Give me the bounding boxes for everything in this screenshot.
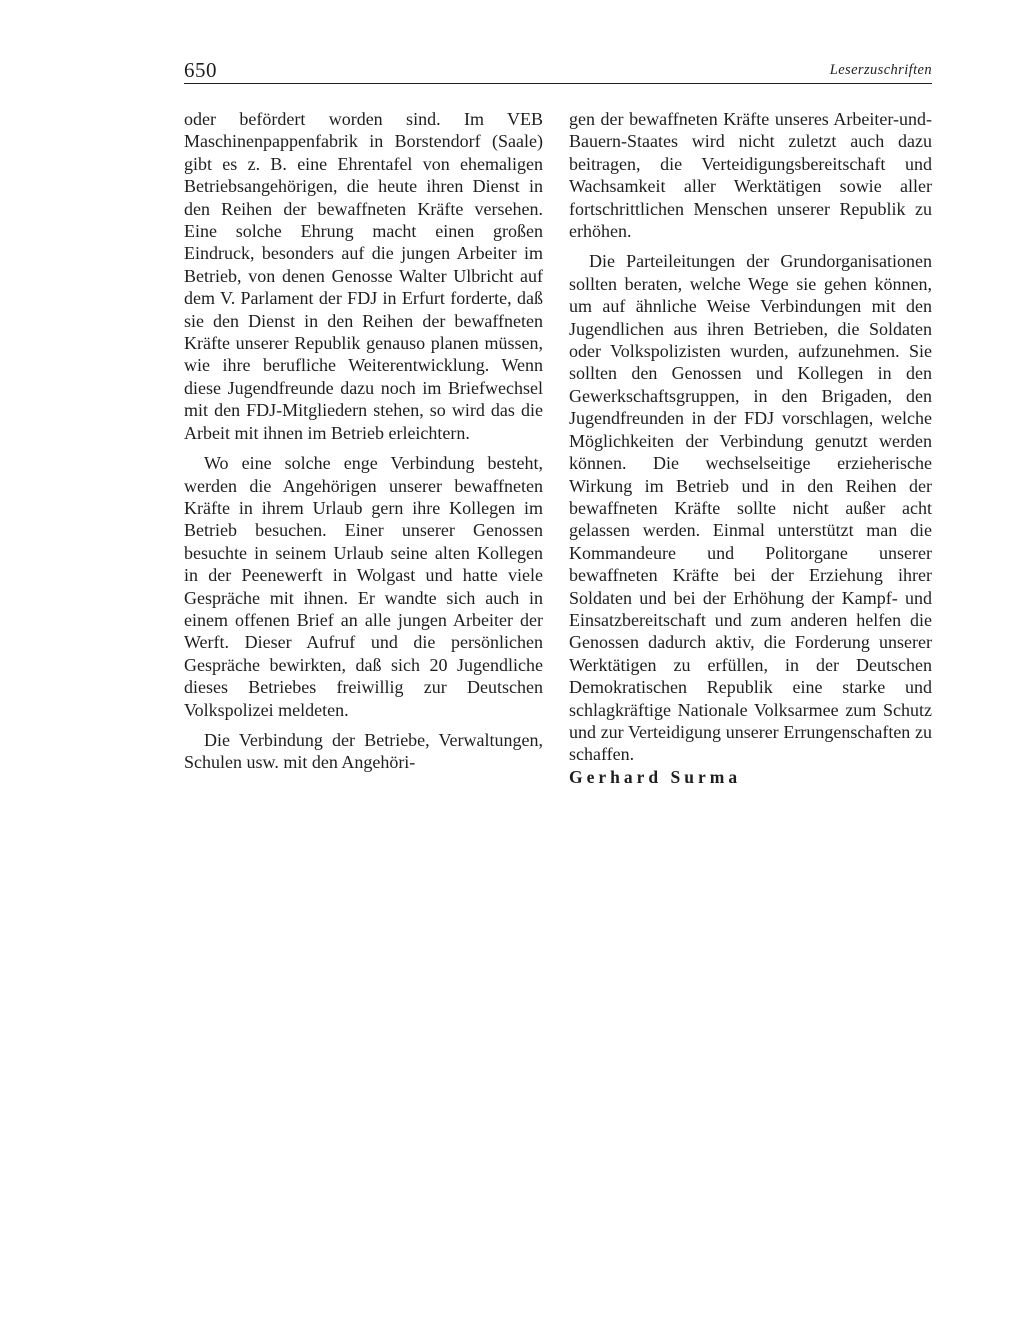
- left-paragraph-2: Wo eine solche enge Verbindung besteht, werden die Angehörigen unserer bewaffneten Kräfte in ihrem Urlaub gern ihre Kollegen im Betrieb besuchen. Einer unserer Genossen besuchte in seinem Urlaub seine alten Kollegen in der Peenewerft in Wolgast und hatte viele Gespräche mit ihnen. Er wandte sich auch in einem offenen Brief an alle jungen Arbeiter der Werft. Dieser Aufruf und die persönlichen Gespräche bewirkten, daß sich 20 Jugendliche dieses Betriebes freiwillig zur Deutschen Volkspolizei meldeten.: [184, 453, 543, 720]
- left-paragraph-3: Die Verbindung der Betriebe, Verwaltungen, Schulen usw. mit den Angehöri-: [184, 729, 543, 773]
- right-paragraph-2: Die Parteileitungen der Grundorganisationen sollten beraten, welche Wege sie gehen können, um auf ähnliche Weise Verbindungen mit den Jugendlichen aus ihren Betrieben, die Soldaten oder Volkspolizisten wurden, aufzunehmen. Sie sollten den Genossen und Kollegen in den Gewerkschaftsgruppen, in den Brigaden, den Jugendfreunden in der FDJ vorschlagen, welche Möglichkeiten der Verbindung genutzt werden können. Die wechselseitige erzieherische Wirkung im Betrieb und in den Reihen der bewaffneten Kräfte sollte nicht außer acht gelassen werden. Einmal unterstützt man die Kommandeure und Politorgane unserer bewaffneten Kräfte bei der Erziehung ihrer Soldaten und bei der Erhöhung der Kampf- und Einsatzbereitschaft und zum anderen helfen die Genossen dadurch aktiv, die Forderung unserer Werktätigen zu erfüllen, in der Deutschen Demokratischen Republik eine starke und schlagkräftige Nationale Volksarmee zum Schutz und zur Verteidigung unserer Errungenschaften zu schaffen.: [569, 251, 932, 765]
- author-signature: Gerhard Surma: [569, 766, 742, 787]
- right-paragraph-1: gen der bewaffneten Kräfte unseres Arbeiter-und-Bauern-Staates wird nicht zuletzt auch dazu beitragen, die Verteidigungsbereitschaft und Wachsamkeit aller Werktätigen sowie aller fortschrittlichen Menschen unserer Republik zu erhöhen.: [569, 109, 932, 242]
- left-paragraph-1: oder befördert worden sind. Im VEB Maschinenpappenfabrik in Borstendorf (Saale) gibt es z. B. eine Ehrentafel von ehemaligen Betriebsangehörigen, die heute ihren Dienst in den Reihen der bewaffneten Kräfte versehen. Eine solche Ehrung macht einen großen Eindruck, besonders auf die jungen Arbeiter im Betrieb, von denen Genosse Walter Ulbricht auf dem V. Parlament der FDJ in Erfurt forderte, daß sie den Dienst in den Reihen der bewaffneten Kräfte unserer Republik genauso planen müssen, wie ihre berufliche Weiterentwicklung. Wenn diese Jugendfreunde dazu noch im Briefwechsel mit den FDJ-Mitgliedern stehen, so wird das die Arbeit mit ihnen im Betrieb erleichtern.: [184, 109, 543, 443]
- page-header: [184, 58, 932, 84]
- page-number: 650: [184, 58, 217, 82]
- left-column: [184, 108, 543, 774]
- header-rule: [184, 83, 932, 84]
- right-column: [569, 108, 932, 788]
- running-head: Leserzuschriften: [829, 62, 932, 78]
